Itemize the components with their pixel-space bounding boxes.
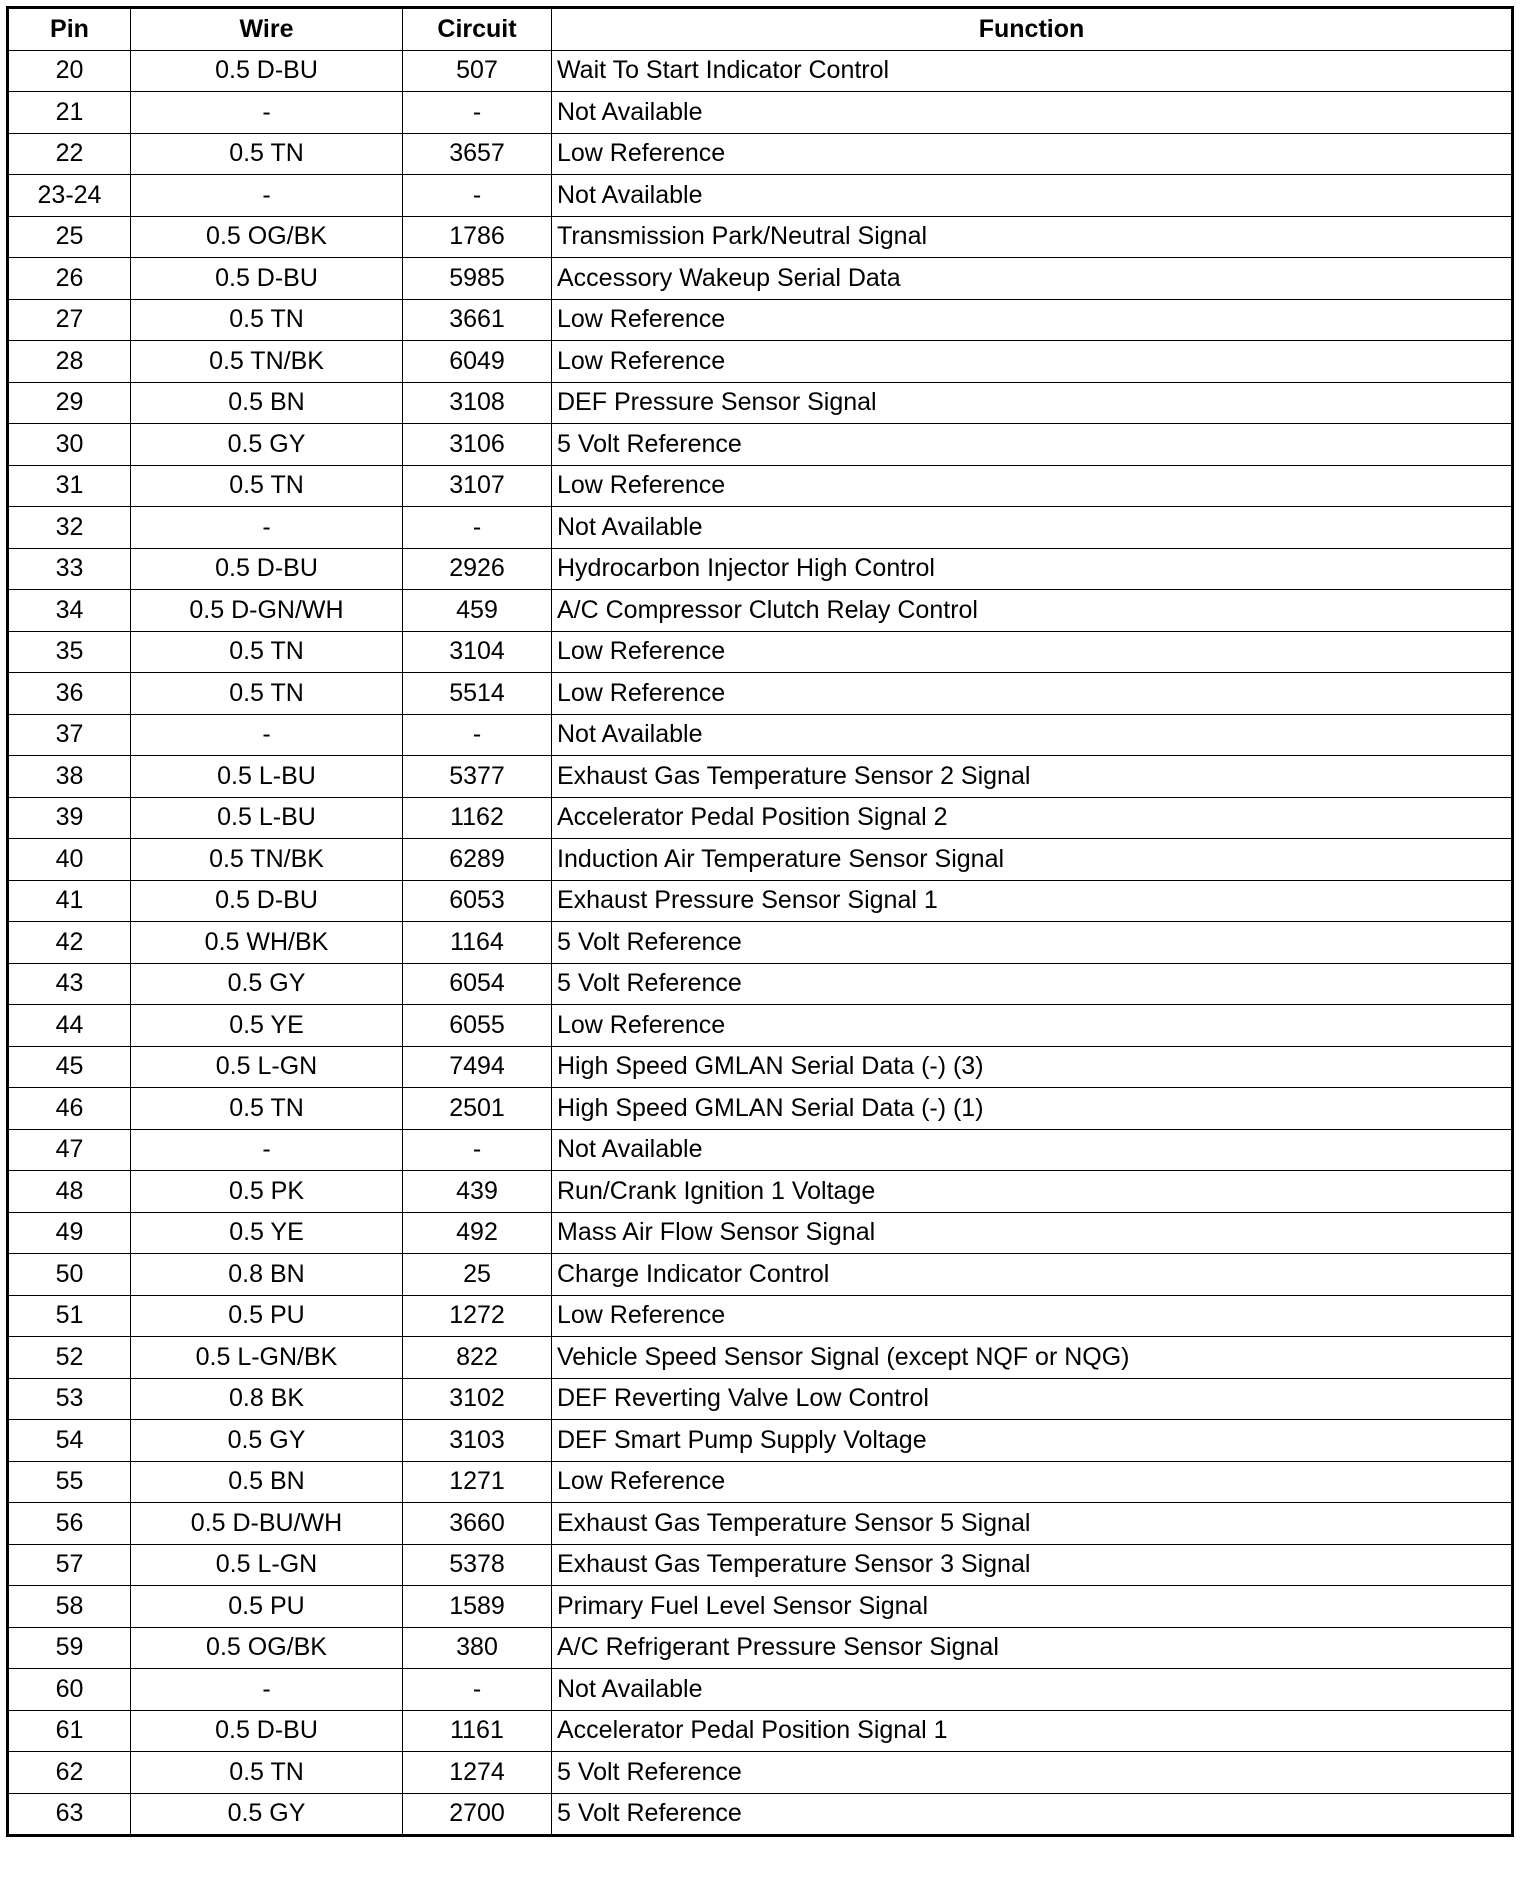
cell-function: Not Available: [552, 714, 1513, 756]
cell-circuit: 2700: [403, 1793, 552, 1836]
cell-function: Exhaust Gas Temperature Sensor 3 Signal: [552, 1544, 1513, 1586]
cell-wire: 0.5 TN/BK: [131, 341, 403, 383]
cell-pin: 46: [8, 1088, 131, 1130]
cell-function: DEF Smart Pump Supply Voltage: [552, 1420, 1513, 1462]
cell-wire: 0.5 D-GN/WH: [131, 590, 403, 632]
cell-circuit: 3660: [403, 1503, 552, 1545]
cell-function: Primary Fuel Level Sensor Signal: [552, 1586, 1513, 1628]
cell-function: Not Available: [552, 1129, 1513, 1171]
header-circuit: Circuit: [403, 8, 552, 51]
cell-pin: 21: [8, 92, 131, 134]
cell-wire: 0.5 TN: [131, 133, 403, 175]
table-row: [8, 507, 1513, 549]
cell-pin: 56: [8, 1503, 131, 1545]
cell-function: Accelerator Pedal Position Signal 2: [552, 797, 1513, 839]
cell-circuit: 7494: [403, 1046, 552, 1088]
cell-circuit: 507: [403, 50, 552, 92]
table-header-row: [8, 8, 1513, 51]
table-row: [8, 1171, 1513, 1213]
table-row: [8, 299, 1513, 341]
table-row: [8, 1129, 1513, 1171]
cell-circuit: 6055: [403, 1005, 552, 1047]
cell-function: 5 Volt Reference: [552, 424, 1513, 466]
cell-function: Low Reference: [552, 299, 1513, 341]
cell-circuit: 5377: [403, 756, 552, 798]
table-row: [8, 258, 1513, 300]
cell-pin: 37: [8, 714, 131, 756]
cell-function: Charge Indicator Control: [552, 1254, 1513, 1296]
cell-circuit: 3106: [403, 424, 552, 466]
table-row: [8, 880, 1513, 922]
table-row: [8, 1088, 1513, 1130]
cell-pin: 54: [8, 1420, 131, 1462]
cell-pin: 33: [8, 548, 131, 590]
header-wire: Wire: [131, 8, 403, 51]
cell-pin: 57: [8, 1544, 131, 1586]
table-row: [8, 1378, 1513, 1420]
cell-wire: 0.5 TN: [131, 1088, 403, 1130]
cell-function: Mass Air Flow Sensor Signal: [552, 1212, 1513, 1254]
cell-pin: 34: [8, 590, 131, 632]
cell-pin: 48: [8, 1171, 131, 1213]
cell-pin: 53: [8, 1378, 131, 1420]
cell-pin: 36: [8, 673, 131, 715]
cell-function: Low Reference: [552, 673, 1513, 715]
table-row: [8, 548, 1513, 590]
cell-wire: 0.5 D-BU: [131, 548, 403, 590]
cell-circuit: 1164: [403, 922, 552, 964]
cell-function: Not Available: [552, 1669, 1513, 1711]
cell-circuit: 3102: [403, 1378, 552, 1420]
table-row: [8, 1461, 1513, 1503]
cell-function: Low Reference: [552, 465, 1513, 507]
cell-wire: 0.5 PK: [131, 1171, 403, 1213]
cell-pin: 30: [8, 424, 131, 466]
cell-pin: 23-24: [8, 175, 131, 217]
table-body: [8, 50, 1513, 1836]
cell-wire: 0.5 TN: [131, 673, 403, 715]
cell-function: High Speed GMLAN Serial Data (-) (3): [552, 1046, 1513, 1088]
table-row: [8, 839, 1513, 881]
cell-pin: 51: [8, 1295, 131, 1337]
cell-circuit: -: [403, 714, 552, 756]
table-row: [8, 1710, 1513, 1752]
table-row: [8, 922, 1513, 964]
cell-circuit: 3661: [403, 299, 552, 341]
cell-circuit: 25: [403, 1254, 552, 1296]
cell-pin: 45: [8, 1046, 131, 1088]
cell-circuit: 3108: [403, 382, 552, 424]
cell-circuit: 1589: [403, 1586, 552, 1628]
cell-circuit: 1162: [403, 797, 552, 839]
connector-pinout-table: [6, 6, 1514, 1837]
cell-pin: 22: [8, 133, 131, 175]
cell-pin: 60: [8, 1669, 131, 1711]
cell-wire: 0.5 TN: [131, 631, 403, 673]
cell-wire: 0.5 TN: [131, 299, 403, 341]
cell-circuit: 5378: [403, 1544, 552, 1586]
table-row: [8, 216, 1513, 258]
cell-wire: 0.5 TN: [131, 1752, 403, 1794]
cell-wire: 0.5 GY: [131, 963, 403, 1005]
cell-circuit: 5514: [403, 673, 552, 715]
cell-circuit: 459: [403, 590, 552, 632]
cell-circuit: 3657: [403, 133, 552, 175]
cell-circuit: 1271: [403, 1461, 552, 1503]
cell-wire: 0.5 D-BU: [131, 50, 403, 92]
cell-circuit: -: [403, 1129, 552, 1171]
table-row: [8, 1586, 1513, 1628]
cell-wire: -: [131, 175, 403, 217]
cell-circuit: -: [403, 507, 552, 549]
cell-wire: 0.5 GY: [131, 424, 403, 466]
table-row: [8, 1503, 1513, 1545]
cell-function: Run/Crank Ignition 1 Voltage: [552, 1171, 1513, 1213]
cell-pin: 44: [8, 1005, 131, 1047]
cell-function: 5 Volt Reference: [552, 1752, 1513, 1794]
cell-wire: 0.5 TN/BK: [131, 839, 403, 881]
cell-circuit: -: [403, 92, 552, 134]
cell-wire: 0.5 TN: [131, 465, 403, 507]
cell-pin: 38: [8, 756, 131, 798]
cell-pin: 25: [8, 216, 131, 258]
cell-circuit: 3103: [403, 1420, 552, 1462]
cell-pin: 28: [8, 341, 131, 383]
cell-pin: 40: [8, 839, 131, 881]
cell-wire: -: [131, 1669, 403, 1711]
table-row: [8, 133, 1513, 175]
table-row: [8, 92, 1513, 134]
table-row: [8, 1254, 1513, 1296]
cell-circuit: 439: [403, 1171, 552, 1213]
cell-pin: 27: [8, 299, 131, 341]
cell-function: Induction Air Temperature Sensor Signal: [552, 839, 1513, 881]
cell-function: High Speed GMLAN Serial Data (-) (1): [552, 1088, 1513, 1130]
table-row: [8, 1669, 1513, 1711]
cell-pin: 29: [8, 382, 131, 424]
cell-function: Vehicle Speed Sensor Signal (except NQF or NQG): [552, 1337, 1513, 1379]
cell-pin: 63: [8, 1793, 131, 1836]
cell-circuit: 6049: [403, 341, 552, 383]
cell-pin: 42: [8, 922, 131, 964]
table-row: [8, 465, 1513, 507]
cell-function: Accessory Wakeup Serial Data: [552, 258, 1513, 300]
cell-wire: 0.5 YE: [131, 1212, 403, 1254]
cell-wire: -: [131, 1129, 403, 1171]
cell-pin: 52: [8, 1337, 131, 1379]
table-row: [8, 590, 1513, 632]
table-row: [8, 1046, 1513, 1088]
cell-circuit: 6053: [403, 880, 552, 922]
table-row: [8, 756, 1513, 798]
cell-pin: 58: [8, 1586, 131, 1628]
cell-pin: 49: [8, 1212, 131, 1254]
cell-pin: 26: [8, 258, 131, 300]
cell-wire: 0.5 OG/BK: [131, 216, 403, 258]
table-row: [8, 673, 1513, 715]
cell-function: Not Available: [552, 507, 1513, 549]
cell-circuit: 1274: [403, 1752, 552, 1794]
cell-wire: 0.5 D-BU: [131, 880, 403, 922]
cell-wire: 0.5 BN: [131, 1461, 403, 1503]
cell-function: Wait To Start Indicator Control: [552, 50, 1513, 92]
table-row: [8, 1752, 1513, 1794]
cell-pin: 20: [8, 50, 131, 92]
cell-wire: 0.5 GY: [131, 1420, 403, 1462]
cell-function: Not Available: [552, 92, 1513, 134]
cell-wire: 0.5 D-BU: [131, 1710, 403, 1752]
cell-function: DEF Pressure Sensor Signal: [552, 382, 1513, 424]
table-row: [8, 1793, 1513, 1836]
cell-circuit: 2501: [403, 1088, 552, 1130]
cell-pin: 41: [8, 880, 131, 922]
cell-wire: 0.5 PU: [131, 1586, 403, 1628]
cell-pin: 61: [8, 1710, 131, 1752]
cell-function: Exhaust Gas Temperature Sensor 2 Signal: [552, 756, 1513, 798]
cell-pin: 31: [8, 465, 131, 507]
cell-wire: 0.5 WH/BK: [131, 922, 403, 964]
cell-circuit: 3107: [403, 465, 552, 507]
cell-circuit: 3104: [403, 631, 552, 673]
cell-function: 5 Volt Reference: [552, 922, 1513, 964]
cell-circuit: -: [403, 1669, 552, 1711]
cell-function: Low Reference: [552, 631, 1513, 673]
cell-function: Not Available: [552, 175, 1513, 217]
cell-circuit: 2926: [403, 548, 552, 590]
cell-function: Accelerator Pedal Position Signal 1: [552, 1710, 1513, 1752]
cell-wire: 0.5 YE: [131, 1005, 403, 1047]
cell-circuit: 822: [403, 1337, 552, 1379]
header-pin: Pin: [8, 8, 131, 51]
cell-wire: 0.5 BN: [131, 382, 403, 424]
cell-pin: 43: [8, 963, 131, 1005]
table-row: [8, 631, 1513, 673]
cell-pin: 35: [8, 631, 131, 673]
cell-function: DEF Reverting Valve Low Control: [552, 1378, 1513, 1420]
cell-circuit: 380: [403, 1627, 552, 1669]
table-row: [8, 1295, 1513, 1337]
table-row: [8, 1337, 1513, 1379]
header-function: Function: [552, 8, 1513, 51]
cell-function: Exhaust Pressure Sensor Signal 1: [552, 880, 1513, 922]
cell-circuit: 6289: [403, 839, 552, 881]
cell-circuit: 1161: [403, 1710, 552, 1752]
cell-circuit: -: [403, 175, 552, 217]
table-row: [8, 424, 1513, 466]
cell-pin: 55: [8, 1461, 131, 1503]
cell-pin: 50: [8, 1254, 131, 1296]
cell-function: Low Reference: [552, 1295, 1513, 1337]
cell-function: A/C Compressor Clutch Relay Control: [552, 590, 1513, 632]
cell-function: Transmission Park/Neutral Signal: [552, 216, 1513, 258]
cell-circuit: 492: [403, 1212, 552, 1254]
cell-wire: 0.5 L-GN: [131, 1544, 403, 1586]
table-row: [8, 1420, 1513, 1462]
table-row: [8, 1627, 1513, 1669]
table-row: [8, 797, 1513, 839]
cell-wire: 0.5 OG/BK: [131, 1627, 403, 1669]
cell-function: A/C Refrigerant Pressure Sensor Signal: [552, 1627, 1513, 1669]
cell-circuit: 1786: [403, 216, 552, 258]
cell-circuit: 6054: [403, 963, 552, 1005]
table-row: [8, 50, 1513, 92]
cell-wire: 0.5 L-BU: [131, 797, 403, 839]
cell-pin: 47: [8, 1129, 131, 1171]
cell-wire: -: [131, 507, 403, 549]
cell-wire: 0.5 L-BU: [131, 756, 403, 798]
cell-pin: 59: [8, 1627, 131, 1669]
cell-function: Low Reference: [552, 1461, 1513, 1503]
table-row: [8, 341, 1513, 383]
table-row: [8, 175, 1513, 217]
cell-wire: 0.5 PU: [131, 1295, 403, 1337]
cell-function: 5 Volt Reference: [552, 963, 1513, 1005]
cell-wire: 0.5 D-BU/WH: [131, 1503, 403, 1545]
table-row: [8, 963, 1513, 1005]
table-row: [8, 1005, 1513, 1047]
table-row: [8, 382, 1513, 424]
cell-function: Hydrocarbon Injector High Control: [552, 548, 1513, 590]
cell-wire: 0.8 BN: [131, 1254, 403, 1296]
cell-function: Exhaust Gas Temperature Sensor 5 Signal: [552, 1503, 1513, 1545]
cell-wire: 0.5 D-BU: [131, 258, 403, 300]
cell-wire: 0.5 L-GN/BK: [131, 1337, 403, 1379]
cell-wire: 0.8 BK: [131, 1378, 403, 1420]
table-row: [8, 1212, 1513, 1254]
cell-pin: 32: [8, 507, 131, 549]
cell-wire: 0.5 GY: [131, 1793, 403, 1836]
cell-circuit: 5985: [403, 258, 552, 300]
cell-pin: 62: [8, 1752, 131, 1794]
cell-wire: -: [131, 714, 403, 756]
cell-function: Low Reference: [552, 133, 1513, 175]
cell-function: Low Reference: [552, 341, 1513, 383]
cell-function: Low Reference: [552, 1005, 1513, 1047]
cell-wire: -: [131, 92, 403, 134]
cell-wire: 0.5 L-GN: [131, 1046, 403, 1088]
cell-function: 5 Volt Reference: [552, 1793, 1513, 1836]
cell-pin: 39: [8, 797, 131, 839]
table-row: [8, 1544, 1513, 1586]
cell-circuit: 1272: [403, 1295, 552, 1337]
table-row: [8, 714, 1513, 756]
